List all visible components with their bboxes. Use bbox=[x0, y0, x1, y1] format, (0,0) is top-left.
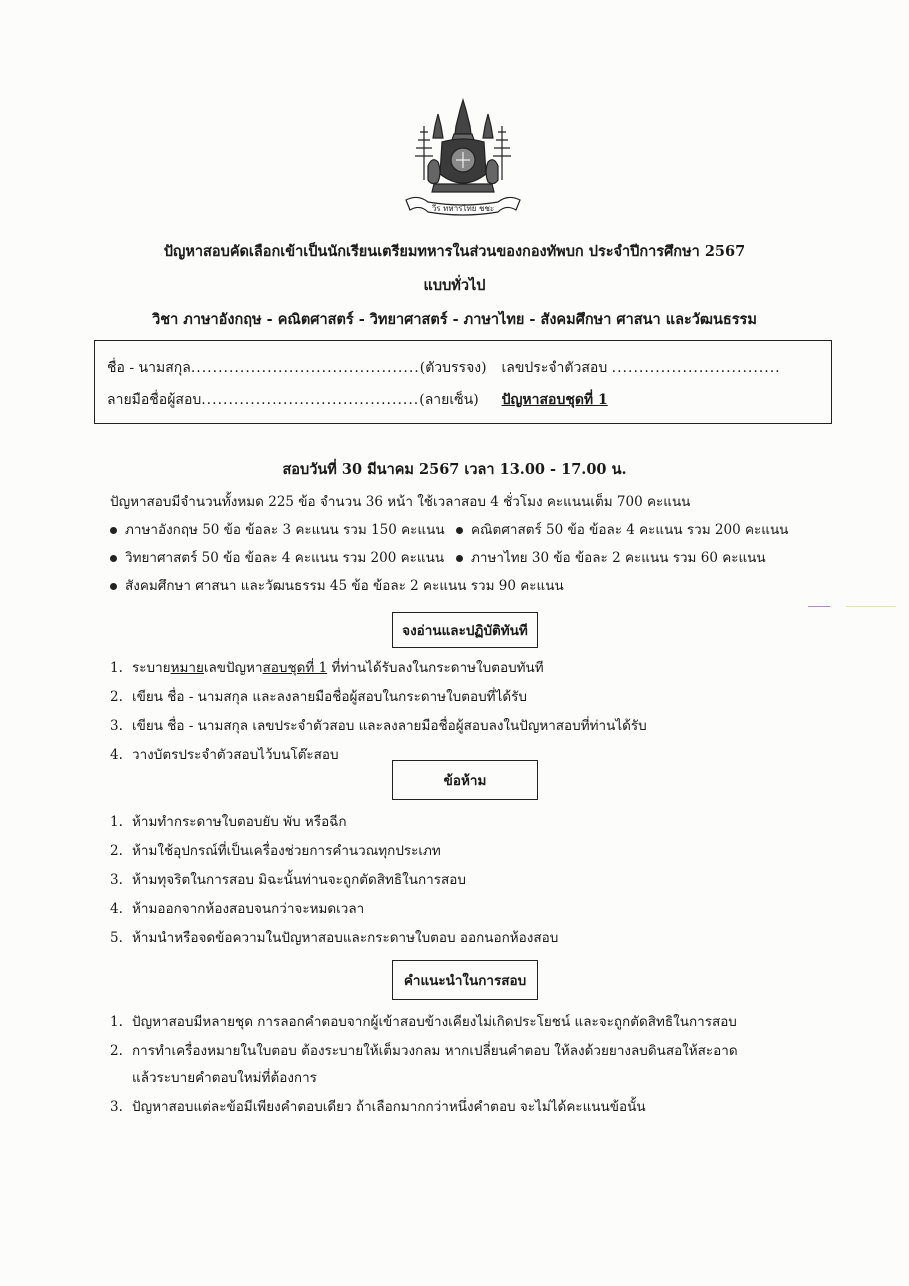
advice-item-1: 1. ปัญหาสอบมีหลายชุด การลอกคำตอบจากผู้เข้าสอบข้างเคียงไม่เกิดประโยชน์ และจะถูกตัดสิทธิในการสอบ bbox=[110, 1014, 737, 1030]
name-label: ชื่อ - นามสกุล bbox=[107, 360, 191, 376]
advice-item-2: 2. การทำเครื่องหมายในใบตอบ ต้องระบายให้เต็มวงกลม หากเปลี่ยนคำตอบ ให้ลงด้วยยางลบดินสอให้สะอาด bbox=[110, 1043, 738, 1059]
section-advice-heading: คำแนะนำในการสอบ bbox=[392, 960, 538, 1000]
prohibit-item-1: 1. ห้ามทำกระดาษใบตอบยับ พับ หรือฉีก bbox=[110, 814, 347, 830]
read-item-3: 3. เขียน ชื่อ - นามสกุล เลขประจำตัวสอบ และลงลายมือชื่อผู้สอบลงในปัญหาสอบที่ท่านได้รับ bbox=[110, 718, 647, 734]
id-dots: ............................... bbox=[611, 360, 781, 376]
emblem-motto: วีร ทหารไทย ชชะ bbox=[431, 204, 495, 213]
bullet-dot-icon bbox=[110, 555, 117, 562]
bullet-english: ภาษาอังกฤษ 50 ข้อ ข้อละ 3 คะแนน รวม 150 คะแนน bbox=[110, 518, 445, 540]
candidate-info-box bbox=[94, 340, 832, 424]
bullet-dot-icon bbox=[456, 527, 463, 534]
exam-type: แบบทั่วไป bbox=[423, 277, 486, 294]
signature-suffix: (ลายเซ็น) bbox=[419, 392, 479, 408]
signature-dots: ........................................ bbox=[201, 392, 420, 408]
exam-date: สอบวันที่ 30 มีนาคม 2567 เวลา 13.00 - 17.00 น. bbox=[282, 461, 627, 478]
read-item-1: 1. ระบายหมายเลขปัญหาสอบชุดที่ 1 ที่ท่านได้รับลงในกระดาษใบตอบทันที bbox=[110, 660, 544, 676]
royal-thai-army-emblem-icon bbox=[398, 96, 528, 226]
exam-summary: ปัญหาสอบมีจำนวนทั้งหมด 225 ข้อ จำนวน 36 หน้า ใช้เวลาสอบ 4 ชั่วโมง คะแนนเต็ม 700 คะแนน bbox=[110, 494, 691, 510]
section-read-heading: จงอ่านและปฏิบัติทันที bbox=[392, 612, 538, 648]
scan-mark bbox=[808, 606, 830, 607]
scan-mark bbox=[846, 606, 896, 607]
name-dots: .......................................... bbox=[190, 360, 420, 376]
bullet-dot-icon bbox=[110, 583, 117, 590]
prohibit-item-5: 5. ห้ามนำหรือจดข้อความในปัญหาสอบและกระดาษใบตอบ ออกนอกห้องสอบ bbox=[110, 930, 559, 946]
signature-line[interactable] bbox=[107, 389, 608, 411]
name-suffix: (ตัวบรรจง) bbox=[419, 360, 487, 376]
prohibit-item-4: 4. ห้ามออกจากห้องสอบจนกว่าจะหมดเวลา bbox=[110, 901, 365, 917]
exam-title: ปัญหาสอบคัดเลือกเข้าเป็นนักเรียนเตรียมทหารในส่วนของกองทัพบก ประจำปีการศึกษา 2567 bbox=[163, 243, 746, 260]
advice-item-2-cont: แล้วระบายคำตอบใหม่ที่ต้องการ bbox=[132, 1070, 317, 1086]
name-line[interactable] bbox=[107, 357, 781, 379]
bullet-science: วิทยาศาสตร์ 50 ข้อ ข้อละ 4 คะแนน รวม 200 คะแนน bbox=[110, 546, 444, 568]
section-prohibit-heading: ข้อห้าม bbox=[392, 760, 538, 800]
read-item-4: 4. วางบัตรประจำตัวสอบไว้บนโต๊ะสอบ bbox=[110, 747, 339, 763]
signature-label: ลายมือชื่อผู้สอบ bbox=[107, 392, 202, 408]
exam-set-label: ปัญหาสอบชุดที่ 1 bbox=[501, 392, 608, 408]
bullet-dot-icon bbox=[456, 555, 463, 562]
bullet-social: สังคมศึกษา ศาสนา และวัฒนธรรม 45 ข้อ ข้อละ 2 คะแนน รวม 90 คะแนน bbox=[110, 574, 564, 596]
advice-item-3: 3. ปัญหาสอบแต่ละข้อมีเพียงคำตอบเดียว ถ้าเลือกมากกว่าหนึ่งคำตอบ จะไม่ได้คะแนนข้อนั้น bbox=[110, 1099, 646, 1115]
read-item-2: 2. เขียน ชื่อ - นามสกุล และลงลายมือชื่อผู้สอบในกระดาษใบตอบที่ได้รับ bbox=[110, 689, 527, 705]
prohibit-item-2: 2. ห้ามใช้อุปกรณ์ที่เป็นเครื่องช่วยการคำนวณทุกประเภท bbox=[110, 843, 441, 859]
bullet-math: คณิตศาสตร์ 50 ข้อ ข้อละ 4 คะแนน รวม 200 คะแนน bbox=[456, 518, 788, 540]
prohibit-item-3: 3. ห้ามทุจริตในการสอบ มิฉะนั้นท่านจะถูกตัดสิทธิในการสอบ bbox=[110, 872, 466, 888]
bullet-dot-icon bbox=[110, 527, 117, 534]
bullet-thai: ภาษาไทย 30 ข้อ ข้อละ 2 คะแนน รวม 60 คะแนน bbox=[456, 546, 766, 568]
id-label: เลขประจำตัวสอบ bbox=[501, 360, 608, 376]
exam-subjects: วิชา ภาษาอังกฤษ - คณิตศาสตร์ - วิทยาศาสตร์ - ภาษาไทย - สังคมศึกษา ศาสนา และวัฒนธรรม bbox=[152, 311, 757, 328]
